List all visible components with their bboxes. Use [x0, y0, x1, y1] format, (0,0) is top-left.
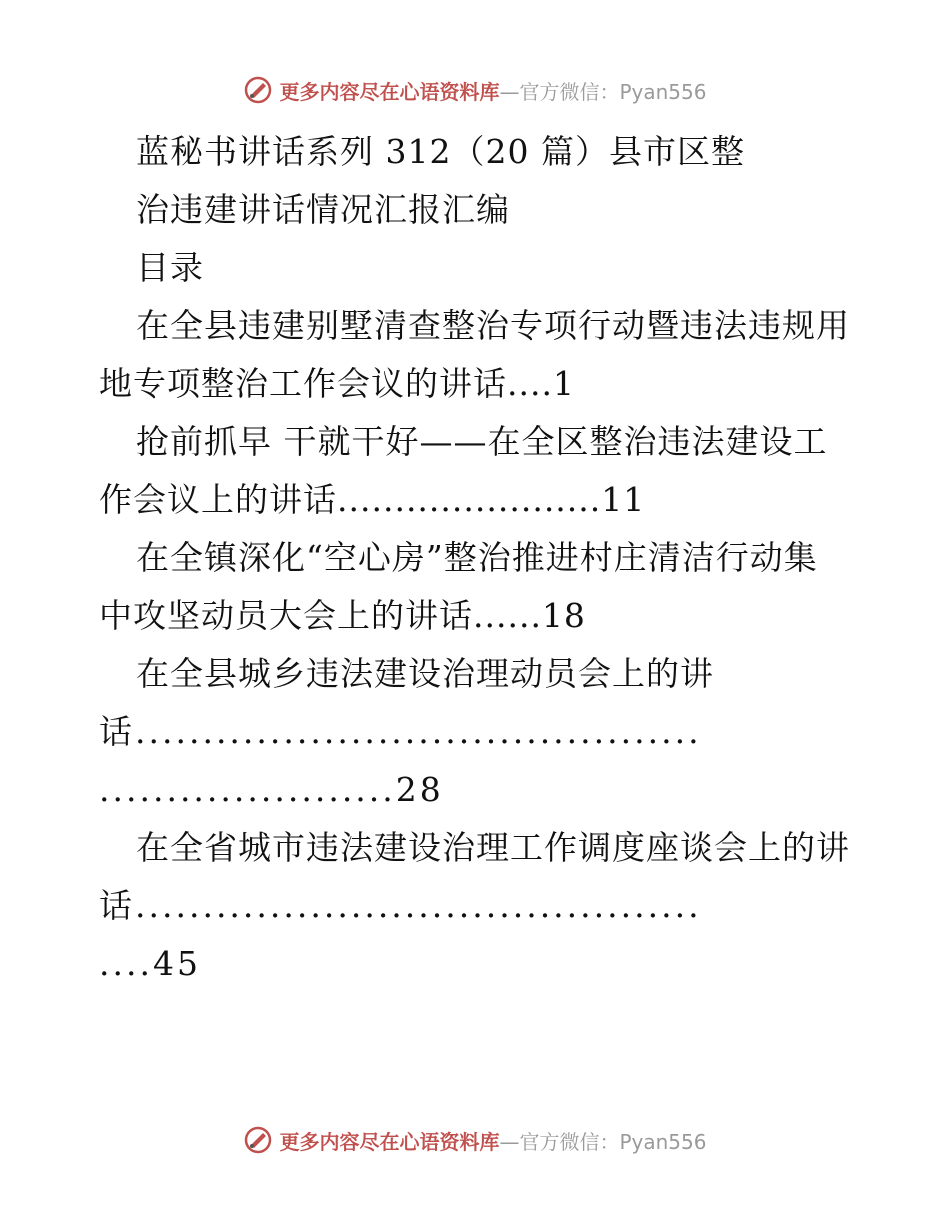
banner-site-text: 更多内容尽在心语资料库 — [279, 1129, 500, 1154]
toc-heading: 目录 — [136, 248, 204, 287]
toc-entry-5-line-2: 话.......................................... — [99, 886, 702, 925]
header-banner — [0, 70, 950, 110]
toc-entry-5-line-3: ....45 — [99, 944, 201, 983]
toc-entry-1-line-2: 地专项整治工作会议的讲话....1 — [99, 364, 575, 403]
footer-banner — [0, 1120, 950, 1160]
toc-entry-2-line-1: 抢前抓早 干就干好——在全区整治违法建设工 — [136, 422, 828, 461]
banner-site-text: 更多内容尽在心语资料库 — [279, 79, 500, 104]
toc-entry-4-line-1: 在全县城乡违法建设治理动员会上的讲 — [136, 654, 714, 693]
document-title-line-1: 蓝秘书讲话系列 312（20 篇）县市区整 — [136, 132, 745, 171]
toc-entry-4-line-3: ......................28 — [99, 770, 444, 809]
banner-wechat-text: —官方微信：Pyan556 — [499, 1129, 707, 1154]
toc-entry-4-line-2: 话.......................................... — [99, 712, 702, 751]
document-body — [99, 123, 859, 993]
toc-entry-2-line-2: 作会议上的讲话.......................11 — [99, 480, 646, 519]
toc-entry-5-line-1: 在全省城市违法建设治理工作调度座谈会上的讲 — [136, 828, 850, 867]
toc-entry-1-line-1: 在全县违建别墅清查整治专项行动暨违法违规用 — [136, 306, 850, 345]
logo-icon — [243, 75, 273, 105]
logo-icon — [243, 1125, 273, 1155]
toc-entry-3-line-2: 中攻坚动员大会上的讲话......18 — [99, 596, 586, 635]
toc-entry-3-line-1: 在全镇深化“空心房”整治推进村庄清洁行动集 — [136, 538, 818, 577]
banner-wechat-text: —官方微信：Pyan556 — [499, 79, 707, 104]
document-title-line-2: 治违建讲话情况汇报汇编 — [136, 190, 510, 229]
